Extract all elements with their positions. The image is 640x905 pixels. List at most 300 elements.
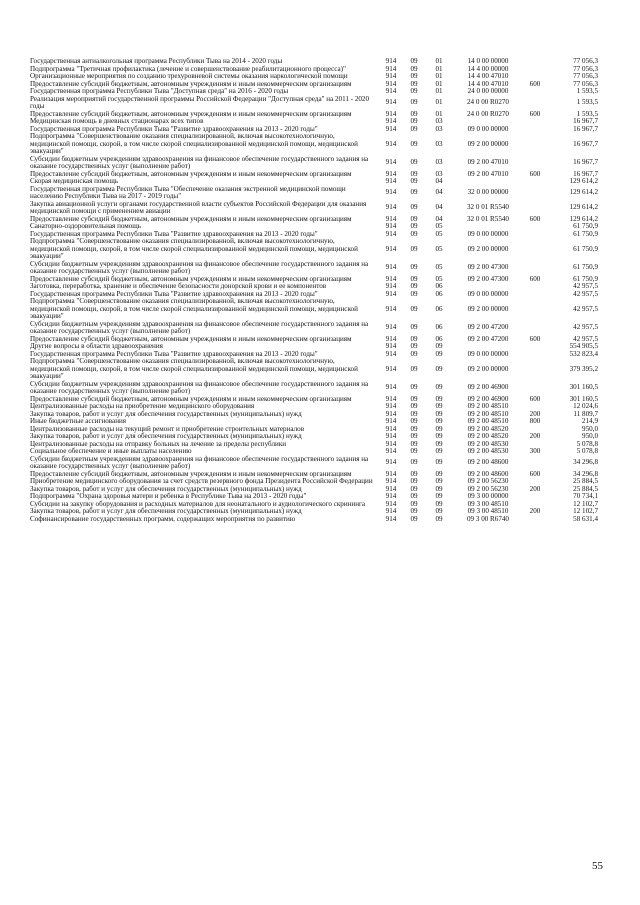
row-expense-type: 600 (529, 469, 541, 478)
row-subsection-code: 03 (435, 169, 443, 178)
row-expense-type (524, 493, 546, 501)
row-target-article: 32 0 01 R5540 (467, 214, 509, 223)
row-target-article: 14 4 00 47010 (467, 79, 509, 88)
row-amount: 16 967,7 (573, 124, 598, 133)
row-section-code: 09 (410, 477, 418, 485)
row-target-article: 09 2 00 47010 (467, 158, 509, 167)
row-name: Предоставление субсидий бюджетным, автономным учреждениям и иным некоммерческим организациям (30, 394, 352, 403)
row-ministry-code: 914 (385, 124, 397, 133)
row-target-article: 09 2 00 48600 (467, 469, 509, 478)
row-section-code: 09 (410, 169, 418, 178)
row-expense-type: 600 (529, 169, 541, 178)
row-ministry-code: 914 (385, 222, 397, 230)
row-target-article (452, 178, 524, 186)
row-expense-type (524, 516, 546, 524)
row-name: Приобретение медицинского оборудования за счет средств резервного фонда Президента Российской Федерации (30, 477, 373, 485)
row-expense-type: 600 (529, 214, 541, 223)
row-target-article: 09 2 00 56230 (467, 477, 509, 485)
row-expense-type (524, 456, 546, 471)
row-section-code: 09 (410, 98, 418, 107)
row-expense-type (524, 381, 546, 396)
row-section-code: 09 (410, 342, 418, 350)
row-amount: 58 631,4 (573, 514, 598, 523)
row-section-code: 09 (410, 57, 418, 65)
budget-table-body (30, 58, 598, 523)
row-subsection-code: 09 (435, 432, 443, 440)
row-subsection-code: 03 (435, 139, 443, 148)
row-expense-type (524, 283, 546, 291)
row-name: Предоставление субсидий бюджетным, автономным учреждениям и иным некоммерческим организациям (30, 109, 352, 118)
row-target-article: 09 2 00 00000 (467, 244, 509, 253)
row-name: Закупка товаров, работ и услуг для обеспечения государственных (муниципальных) нужд (30, 409, 302, 418)
row-subsection-code: 03 (435, 124, 443, 133)
row-subsection-code: 06 (435, 323, 443, 332)
row-ministry-code: 914 (385, 158, 397, 167)
row-name: Государственная антиалкогольная программа Республики Тыва на 2014 - 2020 годы (30, 57, 283, 65)
table-row (30, 381, 598, 396)
row-section-code: 09 (410, 349, 418, 358)
table-row (30, 238, 598, 261)
row-target-article: 09 2 00 47200 (467, 334, 509, 343)
row-subsection-code: 09 (435, 417, 443, 425)
row-subsection-code: 09 (435, 469, 443, 478)
row-ministry-code: 914 (385, 499, 397, 508)
row-expense-type (524, 178, 546, 186)
row-expense-type (524, 96, 546, 111)
row-section-code: 09 (410, 87, 418, 95)
row-ministry-code: 914 (385, 64, 397, 73)
row-ministry-code: 914 (385, 139, 397, 148)
row-section-code: 09 (410, 507, 418, 515)
row-expense-type (524, 201, 546, 216)
row-section-code: 09 (410, 79, 418, 88)
row-amount: 12 024,6 (573, 402, 598, 410)
row-subsection-code: 01 (435, 87, 443, 95)
row-amount: 1 593,5 (576, 98, 598, 107)
row-section-code: 09 (410, 72, 418, 80)
row-target-article: 09 2 00 48510 (467, 409, 509, 418)
row-expense-type (524, 238, 546, 261)
row-name: Закупка товаров, работ и услуг для обеспечения государственных (муниципальных) нужд (30, 507, 302, 515)
row-ministry-code: 914 (385, 188, 397, 197)
row-section-code: 09 (410, 158, 418, 167)
row-ministry-code: 914 (385, 349, 397, 358)
row-target-article: 09 2 00 48530 (467, 439, 509, 448)
row-name: Государственная программа Республики Тыва "Развитие здравоохранения на 2013 - 2020 годы" (30, 229, 318, 238)
table-row (30, 321, 598, 336)
row-expense-type (524, 291, 546, 299)
row-name: Подпрограмма "Совершенствование оказания специализированной, включая высокотехнологичную, медицинской помощи, скорой, в том числе скорой специализированной медицинской помощи, медицинской эвакуации" (30, 297, 358, 320)
row-expense-type: 200 (529, 409, 541, 418)
row-name: Предоставление субсидий бюджетным, автономным учреждениям и иным некоммерческим организациям (30, 469, 352, 478)
row-name: Субсидии бюджетным учреждениям здравоохранения на финансовое обеспечение государственного задания на оказание государственных услуг (выполнение работ) (30, 154, 369, 170)
row-subsection-code: 06 (435, 289, 443, 298)
row-section-code: 09 (410, 203, 418, 212)
row-amount: 77 056,3 (573, 79, 598, 88)
row-section-code: 09 (410, 447, 418, 455)
row-name: Государственная программа Республики Тыва "Обеспечение оказания экстренной медицинской помощи населению Республики Тыва на 2017 - 2019 годы" (30, 184, 346, 200)
row-ministry-code: 914 (385, 323, 397, 332)
row-subsection-code: 09 (435, 477, 443, 485)
row-expense-type (524, 58, 546, 66)
row-amount: 554 905,5 (569, 342, 598, 350)
row-name: Субсидии на закупку оборудования и расходных материалов для неонатального и аудиологического скрининга (30, 499, 366, 508)
row-subsection-code: 09 (435, 409, 443, 418)
row-ministry-code: 914 (385, 87, 397, 95)
row-target-article: 09 2 00 48520 (467, 424, 509, 433)
row-amount: 129 614,2 (569, 188, 598, 197)
row-amount: 61 750,9 (573, 229, 598, 238)
row-section-code: 09 (410, 177, 418, 185)
table-row (30, 456, 598, 471)
row-amount: 950,0 (582, 432, 598, 440)
table-row (30, 261, 598, 276)
row-subsection-code: 01 (435, 72, 443, 80)
row-target-article: 09 2 00 46900 (467, 383, 509, 392)
row-section-code: 09 (410, 188, 418, 197)
row-subsection-code: 09 (435, 394, 443, 403)
row-amount: 16 967,7 (573, 169, 598, 178)
table-row (30, 96, 598, 111)
row-section-code: 09 (410, 229, 418, 238)
table-row (30, 516, 598, 524)
row-name: Государственная программа Республики Тыва "Развитие здравоохранения на 2013 - 2020 годы" (30, 289, 318, 298)
row-section-code: 09 (410, 304, 418, 313)
row-target-article: 09 2 00 48600 (467, 458, 509, 467)
row-amount: 25 884,5 (573, 484, 598, 493)
row-subsection-code: 01 (435, 98, 443, 107)
budget-table (30, 58, 598, 523)
row-subsection-code: 06 (435, 282, 443, 290)
row-expense-type: 600 (529, 334, 541, 343)
row-amount: 1 593,5 (576, 109, 598, 118)
row-subsection-code: 04 (435, 203, 443, 212)
row-expense-type (524, 298, 546, 321)
row-target-article: 09 2 00 00000 (467, 139, 509, 148)
row-section-code: 09 (410, 439, 418, 448)
row-name: Организационные мероприятия по созданию трехуровневой системы оказания наркологической помощи (30, 72, 348, 80)
row-amount: 70 734,1 (573, 492, 598, 500)
row-name: Медицинская помощь в дневных стационарах всех типов (30, 117, 204, 125)
row-name: Централизованные расходы на приобретение медицинского оборудования (30, 402, 255, 410)
row-expense-type (524, 88, 546, 96)
row-section-code: 09 (410, 409, 418, 418)
table-row (30, 186, 598, 201)
row-amount: 42 957,5 (573, 282, 598, 290)
row-expense-type (524, 231, 546, 239)
row-expense-type (524, 133, 546, 156)
row-section-code: 09 (410, 109, 418, 118)
row-expense-type: 200 (529, 432, 541, 440)
row-subsection-code: 09 (435, 342, 443, 350)
row-subsection-code: 09 (435, 383, 443, 392)
row-expense-type: 600 (529, 394, 541, 403)
row-section-code: 09 (410, 289, 418, 298)
row-section-code: 09 (410, 383, 418, 392)
row-amount: 61 750,9 (573, 274, 598, 283)
row-target-article: 09 0 00 00000 (467, 124, 509, 133)
row-expense-type (524, 351, 546, 359)
row-name: Санаторно-оздоровительная помощь (30, 222, 142, 230)
row-ministry-code: 914 (385, 417, 397, 425)
row-name: Предоставление субсидий бюджетным, автономным учреждениям и иным некоммерческим организациям (30, 169, 352, 178)
row-amount: 1 593,5 (576, 87, 598, 95)
row-subsection-code: 04 (435, 177, 443, 185)
row-ministry-code: 914 (385, 117, 397, 125)
row-name: Скорая медицинская помощь (30, 177, 119, 185)
table-row (30, 298, 598, 321)
row-ministry-code: 914 (385, 424, 397, 433)
row-amount: 12 102,7 (573, 507, 598, 515)
row-ministry-code: 914 (385, 169, 397, 178)
row-ministry-code: 914 (385, 214, 397, 223)
row-expense-type (524, 223, 546, 231)
row-amount: 11 809,7 (573, 409, 598, 418)
row-expense-type: 200 (529, 484, 541, 493)
row-section-code: 09 (410, 484, 418, 493)
row-amount: 214,9 (582, 417, 598, 425)
row-section-code: 09 (410, 64, 418, 73)
row-subsection-code: 09 (435, 447, 443, 455)
row-expense-type (524, 156, 546, 171)
row-target-article: 24 0 00 00000 (467, 87, 509, 95)
row-amount: 42 957,5 (573, 289, 598, 298)
row-section-code: 09 (410, 469, 418, 478)
table-row (30, 156, 598, 171)
row-ministry-code: 914 (385, 342, 397, 350)
row-subsection-code: 05 (435, 222, 443, 230)
row-section-code: 09 (410, 274, 418, 283)
row-subsection-code: 09 (435, 439, 443, 448)
row-amount: 301 160,5 (569, 394, 598, 403)
row-subsection-code: 03 (435, 158, 443, 167)
row-section-code: 09 (410, 282, 418, 290)
row-target-article: 14 4 00 47010 (467, 72, 509, 80)
row-name: Подпрограмма "Совершенствование оказания специализированной, включая высокотехнологичную, медицинской помощи, скорой, в том числе скорой специализированной медицинской помощи, медицинской эвакуации" (30, 357, 358, 380)
row-ministry-code: 914 (385, 477, 397, 485)
row-name: Государственная программа Республики Тыва "Развитие здравоохранения на 2013 - 2020 годы" (30, 349, 318, 358)
row-ministry-code: 914 (385, 334, 397, 343)
row-subsection-code: 09 (435, 499, 443, 508)
row-section-code: 09 (410, 432, 418, 440)
row-expense-type (524, 343, 546, 351)
row-name: Предоставление субсидий бюджетным, автономным учреждениям и иным некоммерческим организациям (30, 79, 352, 88)
row-ministry-code: 914 (385, 514, 397, 523)
row-name: Субсидии бюджетным учреждениям здравоохранения на финансовое обеспечение государственного задания на оказание государственных услуг (выполнение работ) (30, 379, 369, 395)
row-expense-type (524, 66, 546, 74)
row-subsection-code: 01 (435, 109, 443, 118)
row-amount: 61 750,9 (573, 222, 598, 230)
row-subsection-code: 01 (435, 64, 443, 73)
row-section-code: 09 (410, 214, 418, 223)
table-row (30, 358, 598, 381)
row-target-article: 24 0 00 R0270 (467, 109, 509, 118)
row-ministry-code: 914 (385, 394, 397, 403)
row-target-article: 09 3 00 00000 (467, 492, 509, 500)
row-name: Субсидии бюджетным учреждениям здравоохранения на финансовое обеспечение государственного задания на оказание государственных услуг (выполнение работ) (30, 319, 369, 335)
row-expense-type: 600 (529, 274, 541, 283)
row-ministry-code: 914 (385, 447, 397, 455)
row-ministry-code: 914 (385, 282, 397, 290)
row-target-article: 09 2 00 47300 (467, 274, 509, 283)
row-name: Софинансирование государственных программ, содержащих мероприятия по развитию (30, 514, 296, 523)
row-amount: 34 296,8 (573, 458, 598, 467)
row-amount: 42 957,5 (573, 323, 598, 332)
row-amount: 77 056,3 (573, 64, 598, 73)
row-section-code: 09 (410, 124, 418, 133)
row-name: Подпрограмма "Совершенствование оказания специализированной, включая высокотехнологичную, медицинской помощи, скорой, в том числе скорой специализированной медицинской помощи, медицинской эвакуации" (30, 132, 358, 155)
row-amount: 61 750,9 (573, 244, 598, 253)
page-number: 55 (592, 860, 603, 872)
row-target-article: 24 0 00 R0270 (467, 98, 509, 107)
row-amount: 5 078,8 (576, 439, 598, 448)
row-ministry-code: 914 (385, 402, 397, 410)
row-amount: 16 967,7 (573, 139, 598, 148)
row-ministry-code: 914 (385, 458, 397, 467)
row-subsection-code: 09 (435, 484, 443, 493)
row-expense-type (524, 358, 546, 381)
row-ministry-code: 914 (385, 177, 397, 185)
row-subsection-code: 09 (435, 514, 443, 523)
row-section-code: 09 (410, 244, 418, 253)
row-subsection-code: 05 (435, 274, 443, 283)
row-ministry-code: 914 (385, 364, 397, 373)
row-ministry-code: 914 (385, 439, 397, 448)
row-ministry-code: 914 (385, 57, 397, 65)
row-name: Социальное обеспечение и иные выплаты населению (30, 447, 192, 455)
row-name: Закупка товаров, работ и услуг для обеспечения государственных (муниципальных) нужд (30, 484, 302, 493)
row-target-article: 09 0 00 00000 (467, 289, 509, 298)
row-amount: 77 056,3 (573, 57, 598, 65)
row-ministry-code: 914 (385, 98, 397, 107)
row-expense-type (524, 261, 546, 276)
row-section-code: 09 (410, 514, 418, 523)
row-ministry-code: 914 (385, 409, 397, 418)
row-amount: 129 614,2 (569, 177, 598, 185)
row-section-code: 09 (410, 458, 418, 467)
row-target-article: 32 0 00 00000 (467, 188, 509, 197)
row-target-article: 09 2 00 48520 (467, 432, 509, 440)
row-amount: 129 614,2 (569, 214, 598, 223)
row-subsection-code: 04 (435, 214, 443, 223)
row-target-article: 09 2 00 00000 (467, 364, 509, 373)
row-expense-type: 800 (529, 417, 541, 425)
row-expense-type (524, 126, 546, 134)
row-target-article: 09 2 00 48510 (467, 417, 509, 425)
row-section-code: 09 (410, 117, 418, 125)
row-target-article: 09 3 00 R6740 (467, 514, 509, 523)
row-section-code: 09 (410, 492, 418, 500)
row-amount: 532 823,4 (569, 349, 598, 358)
row-subsection-code: 09 (435, 458, 443, 467)
row-target-article: 09 2 00 47200 (467, 323, 509, 332)
row-name: Другие вопросы в области здравоохранения (30, 342, 163, 350)
row-ministry-code: 914 (385, 229, 397, 238)
row-name: Государственная программа Республики Тыва "Развитие здравоохранения на 2013 - 2020 годы" (30, 124, 318, 133)
row-target-article: 09 2 00 48510 (467, 402, 509, 410)
row-target-article: 09 2 00 47010 (467, 169, 509, 178)
row-subsection-code: 09 (435, 424, 443, 433)
row-target-article: 09 2 00 47300 (467, 263, 509, 272)
row-ministry-code: 914 (385, 304, 397, 313)
row-name: Предоставление субсидий бюджетным, автономным учреждениям и иным некоммерческим организациям (30, 274, 352, 283)
row-section-code: 09 (410, 364, 418, 373)
row-ministry-code: 914 (385, 263, 397, 272)
row-expense-type: 300 (529, 447, 541, 455)
row-ministry-code: 914 (385, 507, 397, 515)
row-subsection-code: 09 (435, 507, 443, 515)
row-ministry-code: 914 (385, 274, 397, 283)
row-subsection-code: 05 (435, 244, 443, 253)
row-subsection-code: 05 (435, 263, 443, 272)
row-expense-type: 600 (529, 79, 541, 88)
row-expense-type: 200 (529, 507, 541, 515)
row-amount: 379 395,2 (569, 364, 598, 373)
row-section-code: 09 (410, 402, 418, 410)
row-section-code: 09 (410, 139, 418, 148)
row-target-article: 09 2 00 48530 (467, 447, 509, 455)
table-row (30, 201, 598, 216)
row-ministry-code: 914 (385, 72, 397, 80)
row-section-code: 09 (410, 394, 418, 403)
row-amount: 950,0 (582, 424, 598, 433)
row-subsection-code: 09 (435, 492, 443, 500)
row-amount: 301 160,5 (569, 383, 598, 392)
row-name: Централизованные расходы на текущий ремонт и приобретение строительных материалов (30, 424, 305, 433)
row-expense-type (524, 186, 546, 201)
row-name: Реализация мероприятий государственной программы Российской Федерации "Доступная среда" на 2011 - 2020 годы (30, 94, 370, 110)
row-subsection-code: 09 (435, 402, 443, 410)
row-ministry-code: 914 (385, 289, 397, 298)
row-name: Субсидии бюджетным учреждениям здравоохранения на финансовое обеспечение государственного задания на оказание государственных услуг (выполнение работ) (30, 454, 369, 470)
row-target-article: 14 0 00 00000 (467, 57, 509, 65)
row-subsection-code: 05 (435, 229, 443, 238)
row-section-code: 09 (410, 323, 418, 332)
row-ministry-code: 914 (385, 79, 397, 88)
row-name: Подпрограмма "Совершенствование оказания специализированной, включая высокотехнологичную, медицинской помощи, скорой, в том числе скорой специализированной медицинской помощи, медицинской эвакуации" (30, 237, 358, 260)
row-amount: 77 056,3 (573, 72, 598, 80)
row-amount: 5 078,8 (576, 447, 598, 455)
row-section-code: 09 (410, 222, 418, 230)
row-name: Централизованные расходы на отправку больных на лечение за пределы республики (30, 439, 287, 448)
row-name: Предоставление субсидий бюджетным, автономным учреждениям и иным некоммерческим организациям (30, 214, 352, 223)
row-target-article: 09 2 00 46900 (467, 394, 509, 403)
row-name: Субсидии бюджетным учреждениям здравоохранения на финансовое обеспечение государственного задания на оказание государственных услуг (выполнение работ) (30, 259, 369, 275)
row-ministry-code: 914 (385, 492, 397, 500)
row-amount: 25 884,5 (573, 477, 598, 485)
row-subsection-code: 01 (435, 79, 443, 88)
row-ministry-code: 914 (385, 203, 397, 212)
row-subsection-code: 04 (435, 188, 443, 197)
row-name: Закупка авиационной услуги органами государственной власти субъектов Российской Федерации для оказания медицинской помощи с применением авиации (30, 199, 367, 215)
row-amount: 16 967,7 (573, 117, 598, 125)
row-subsection-code: 09 (435, 349, 443, 358)
row-name: Заготовка, переработка, хранение и обеспечение безопасности донорской крови и ее компонентов (30, 282, 327, 290)
row-section-code: 09 (410, 424, 418, 433)
row-target-article: 09 3 00 48510 (467, 507, 509, 515)
row-name: Иные бюджетные ассигнования (30, 417, 127, 425)
row-subsection-code: 03 (435, 117, 443, 125)
row-ministry-code: 914 (385, 484, 397, 493)
row-name: Государственная программа Республики Тыва "Доступная среда" на 2016 - 2020 годы (30, 87, 289, 95)
row-amount: 34 296,8 (573, 469, 598, 478)
row-amount: 129 614,2 (569, 203, 598, 212)
row-ministry-code: 914 (385, 469, 397, 478)
row-name: Предоставление субсидий бюджетным, автономным учреждениям и иным некоммерческим организациям (30, 334, 352, 343)
row-subsection-code: 01 (435, 57, 443, 65)
row-subsection-code: 09 (435, 364, 443, 373)
row-target-article: 14 4 00 00000 (467, 64, 509, 73)
